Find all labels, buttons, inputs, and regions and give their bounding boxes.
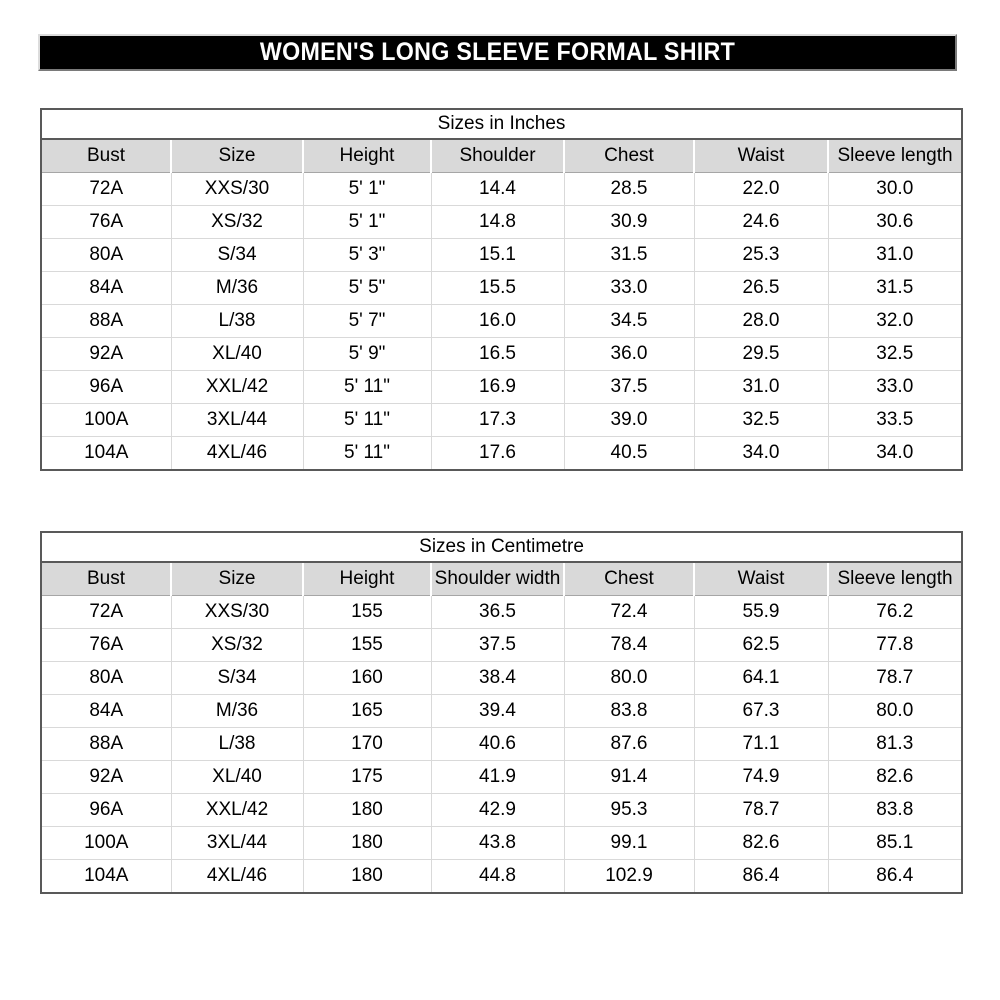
table-cell: S/34: [171, 662, 303, 695]
table-cell: L/38: [171, 305, 303, 338]
table-cell: 96A: [41, 794, 171, 827]
table-cell: 30.6: [828, 206, 962, 239]
table-cell: 81.3: [828, 728, 962, 761]
table-cell: 175: [303, 761, 431, 794]
table-cell: 170: [303, 728, 431, 761]
table-cell: 44.8: [431, 860, 564, 894]
table-cell: 43.8: [431, 827, 564, 860]
table-cell: 104A: [41, 860, 171, 894]
table-cell: 76A: [41, 206, 171, 239]
table-cell: 38.4: [431, 662, 564, 695]
table-cell: XL/40: [171, 338, 303, 371]
table-cell: 4XL/46: [171, 437, 303, 471]
table-cell: 82.6: [694, 827, 828, 860]
table-cell: 55.9: [694, 596, 828, 629]
table-cell: 16.9: [431, 371, 564, 404]
table-cell: 62.5: [694, 629, 828, 662]
column-header: Bust: [41, 562, 171, 596]
table-row: [41, 596, 962, 629]
table-cell: 87.6: [564, 728, 694, 761]
table-cell: 80A: [41, 239, 171, 272]
table-row: [41, 860, 962, 894]
table-cell: 92A: [41, 761, 171, 794]
table-cell: 32.0: [828, 305, 962, 338]
table-cell: 31.0: [694, 371, 828, 404]
table-cell: 72A: [41, 173, 171, 206]
table-cell: 64.1: [694, 662, 828, 695]
table-cell: 37.5: [431, 629, 564, 662]
column-header: Bust: [41, 139, 171, 173]
table-cell: 72.4: [564, 596, 694, 629]
table-cell: 39.0: [564, 404, 694, 437]
table-cell: 96A: [41, 371, 171, 404]
table-cell: 34.0: [694, 437, 828, 471]
table-caption: Sizes in Centimetre: [41, 532, 962, 562]
table-cell: 78.7: [694, 794, 828, 827]
table-cell: 14.8: [431, 206, 564, 239]
table-row: [41, 173, 962, 206]
table-row: [41, 629, 962, 662]
table-cell: 80.0: [564, 662, 694, 695]
table-cell: 34.5: [564, 305, 694, 338]
table-cell: 5' 9": [303, 338, 431, 371]
table-cell: 42.9: [431, 794, 564, 827]
sizes-in-centimetre-table: [40, 531, 963, 894]
table-cell: 180: [303, 827, 431, 860]
table-cell: 5' 1": [303, 206, 431, 239]
title-bar: [38, 34, 957, 71]
table-cell: 33.5: [828, 404, 962, 437]
table-cell: 80A: [41, 662, 171, 695]
table-cell: 36.5: [431, 596, 564, 629]
column-header: Chest: [564, 139, 694, 173]
table-cell: 180: [303, 794, 431, 827]
table-cell: 78.4: [564, 629, 694, 662]
table-cell: 17.6: [431, 437, 564, 471]
table-cell: 160: [303, 662, 431, 695]
table-cell: 100A: [41, 404, 171, 437]
table-cell: 72A: [41, 596, 171, 629]
table-cell: 28.5: [564, 173, 694, 206]
table-cell: S/34: [171, 239, 303, 272]
column-header: Height: [303, 562, 431, 596]
table-row: [41, 239, 962, 272]
table-cell: 76A: [41, 629, 171, 662]
table-row: [41, 827, 962, 860]
table-cell: 15.1: [431, 239, 564, 272]
table-cell: 95.3: [564, 794, 694, 827]
table-cell: 82.6: [828, 761, 962, 794]
table-cell: XXS/30: [171, 596, 303, 629]
table-row: [41, 371, 962, 404]
table-cell: 78.7: [828, 662, 962, 695]
table-cell: 99.1: [564, 827, 694, 860]
table-cell: 32.5: [828, 338, 962, 371]
table-cell: 31.5: [828, 272, 962, 305]
column-header: Size: [171, 562, 303, 596]
table-cell: XS/32: [171, 206, 303, 239]
table-cell: 67.3: [694, 695, 828, 728]
table-cell: 80.0: [828, 695, 962, 728]
table-row: [41, 761, 962, 794]
table-cell: 88A: [41, 305, 171, 338]
table-cell: 41.9: [431, 761, 564, 794]
table-cell: 32.5: [694, 404, 828, 437]
table-row: [41, 338, 962, 371]
table-cell: 16.5: [431, 338, 564, 371]
table-cell: M/36: [171, 695, 303, 728]
table-cell: 3XL/44: [171, 827, 303, 860]
table-cell: 83.8: [564, 695, 694, 728]
table-cell: 165: [303, 695, 431, 728]
table-cell: 40.6: [431, 728, 564, 761]
table-cell: 85.1: [828, 827, 962, 860]
table-cell: 5' 7": [303, 305, 431, 338]
table-cell: 5' 11": [303, 437, 431, 471]
page-title: WOMEN'S LONG SLEEVE FORMAL SHIRT: [259, 38, 736, 66]
column-header: Waist: [694, 139, 828, 173]
column-header: Chest: [564, 562, 694, 596]
table-row: [41, 728, 962, 761]
table-cell: 77.8: [828, 629, 962, 662]
table-cell: 83.8: [828, 794, 962, 827]
table-cell: 86.4: [694, 860, 828, 894]
table-cell: 71.1: [694, 728, 828, 761]
table-cell: 4XL/46: [171, 860, 303, 894]
table-cell: 5' 1": [303, 173, 431, 206]
table-cell: 40.5: [564, 437, 694, 471]
table-cell: 25.3: [694, 239, 828, 272]
table-row: [41, 305, 962, 338]
table-cell: 76.2: [828, 596, 962, 629]
table-cell: 15.5: [431, 272, 564, 305]
table-cell: 37.5: [564, 371, 694, 404]
table-cell: 102.9: [564, 860, 694, 894]
table-cell: 36.0: [564, 338, 694, 371]
table-cell: 5' 3": [303, 239, 431, 272]
table-cell: 74.9: [694, 761, 828, 794]
table-cell: 92A: [41, 338, 171, 371]
table-cell: 91.4: [564, 761, 694, 794]
table-row: [41, 794, 962, 827]
table-cell: 17.3: [431, 404, 564, 437]
column-header: Sleeve length: [828, 139, 962, 173]
table-cell: 5' 11": [303, 404, 431, 437]
table-cell: 16.0: [431, 305, 564, 338]
table-cell: 30.9: [564, 206, 694, 239]
table-cell: 22.0: [694, 173, 828, 206]
table-cell: 86.4: [828, 860, 962, 894]
table-cell: XS/32: [171, 629, 303, 662]
table-cell: XXL/42: [171, 371, 303, 404]
table-cell: 5' 5": [303, 272, 431, 305]
table-row: [41, 206, 962, 239]
table-cell: 5' 11": [303, 371, 431, 404]
table-cell: 180: [303, 860, 431, 894]
table-row: [41, 437, 962, 471]
table-cell: 31.5: [564, 239, 694, 272]
table-cell: 104A: [41, 437, 171, 471]
column-header: Size: [171, 139, 303, 173]
table-row: [41, 272, 962, 305]
column-header: Waist: [694, 562, 828, 596]
table-cell: 3XL/44: [171, 404, 303, 437]
table-cell: 84A: [41, 272, 171, 305]
table-cell: 88A: [41, 728, 171, 761]
table-row: [41, 662, 962, 695]
table-cell: 14.4: [431, 173, 564, 206]
table-cell: 100A: [41, 827, 171, 860]
table-cell: 39.4: [431, 695, 564, 728]
table-caption: Sizes in Inches: [41, 109, 962, 139]
table-cell: L/38: [171, 728, 303, 761]
table-cell: XXL/42: [171, 794, 303, 827]
table-cell: 155: [303, 596, 431, 629]
table-cell: 155: [303, 629, 431, 662]
sizes-in-inches-table: [40, 108, 963, 471]
table-cell: 34.0: [828, 437, 962, 471]
table-row: [41, 695, 962, 728]
table-cell: 26.5: [694, 272, 828, 305]
table-row: [41, 404, 962, 437]
column-header: Sleeve length: [828, 562, 962, 596]
table-cell: M/36: [171, 272, 303, 305]
column-header: Shoulder width: [431, 562, 564, 596]
table-cell: XL/40: [171, 761, 303, 794]
table-cell: 24.6: [694, 206, 828, 239]
table-cell: 29.5: [694, 338, 828, 371]
column-header: Height: [303, 139, 431, 173]
table-cell: XXS/30: [171, 173, 303, 206]
table-cell: 84A: [41, 695, 171, 728]
table-cell: 28.0: [694, 305, 828, 338]
column-header: Shoulder: [431, 139, 564, 173]
table-cell: 33.0: [564, 272, 694, 305]
table-cell: 30.0: [828, 173, 962, 206]
table-cell: 31.0: [828, 239, 962, 272]
table-cell: 33.0: [828, 371, 962, 404]
